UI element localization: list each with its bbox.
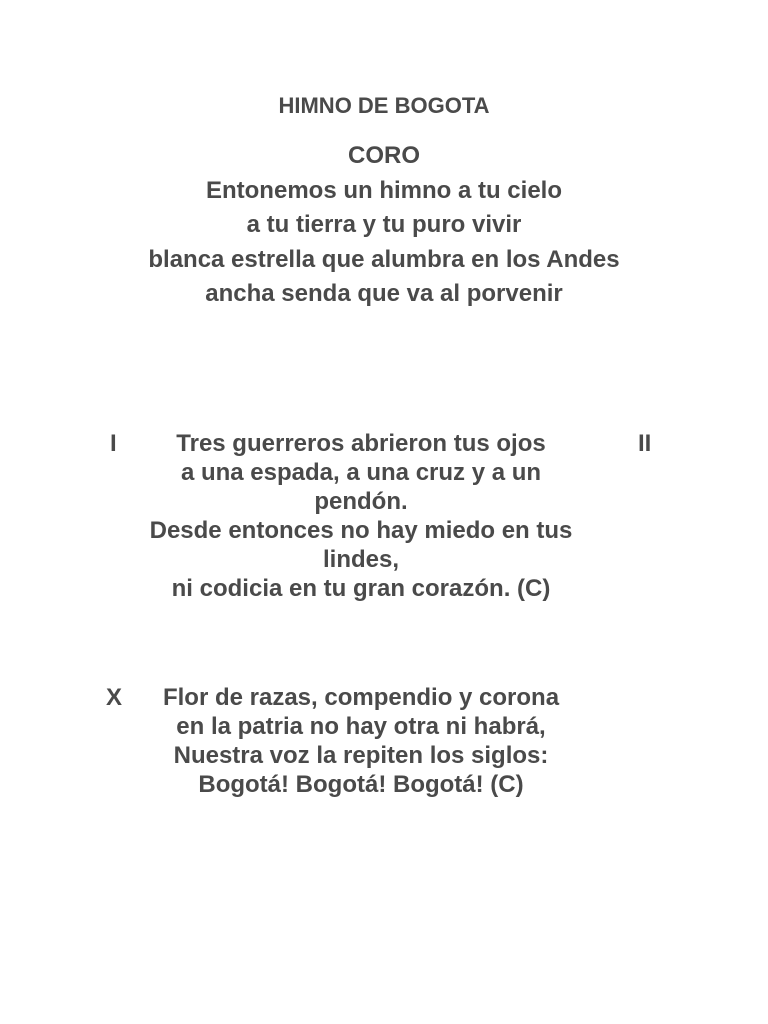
stanza-line: ni codicia en tu gran corazón. (C)	[171, 575, 551, 602]
chorus-heading: CORO	[348, 142, 420, 169]
stanza-line: pendón.	[314, 488, 408, 515]
page-title: HIMNO DE BOGOTA	[278, 93, 490, 118]
stanza-numeral: I	[110, 430, 117, 457]
stanza-line: lindes,	[322, 546, 400, 573]
chorus-line: a tu tierra y tu puro vivir	[246, 211, 522, 238]
stanza-block	[130, 429, 592, 603]
stanza-line: Flor de razas, compendio y corona	[162, 684, 560, 711]
chorus-line: Entonemos un himno a tu cielo	[205, 176, 562, 204]
stanza-line: Bogotá! Bogotá! Bogotá! (C)	[198, 771, 524, 798]
stanza-line: Desde entonces no hay miedo en tus	[149, 517, 573, 544]
chorus-block	[0, 139, 768, 312]
chorus-line: ancha senda que va al porvenir	[205, 280, 563, 307]
stanza-line: en la patria no hay otra ni habrá,	[176, 713, 546, 740]
stanza-numeral: X	[106, 684, 123, 711]
stanza-numeral-next: II	[638, 430, 652, 457]
chorus-line: blanca estrella que alumbra en los Andes	[148, 245, 620, 273]
stanza-block	[130, 683, 592, 799]
stanza-line: Nuestra voz la repiten los siglos:	[173, 742, 549, 769]
stanza-line: a una espada, a una cruz y a un	[180, 459, 542, 486]
stanza-line: Tres guerreros abrieron tus ojos	[176, 430, 546, 457]
